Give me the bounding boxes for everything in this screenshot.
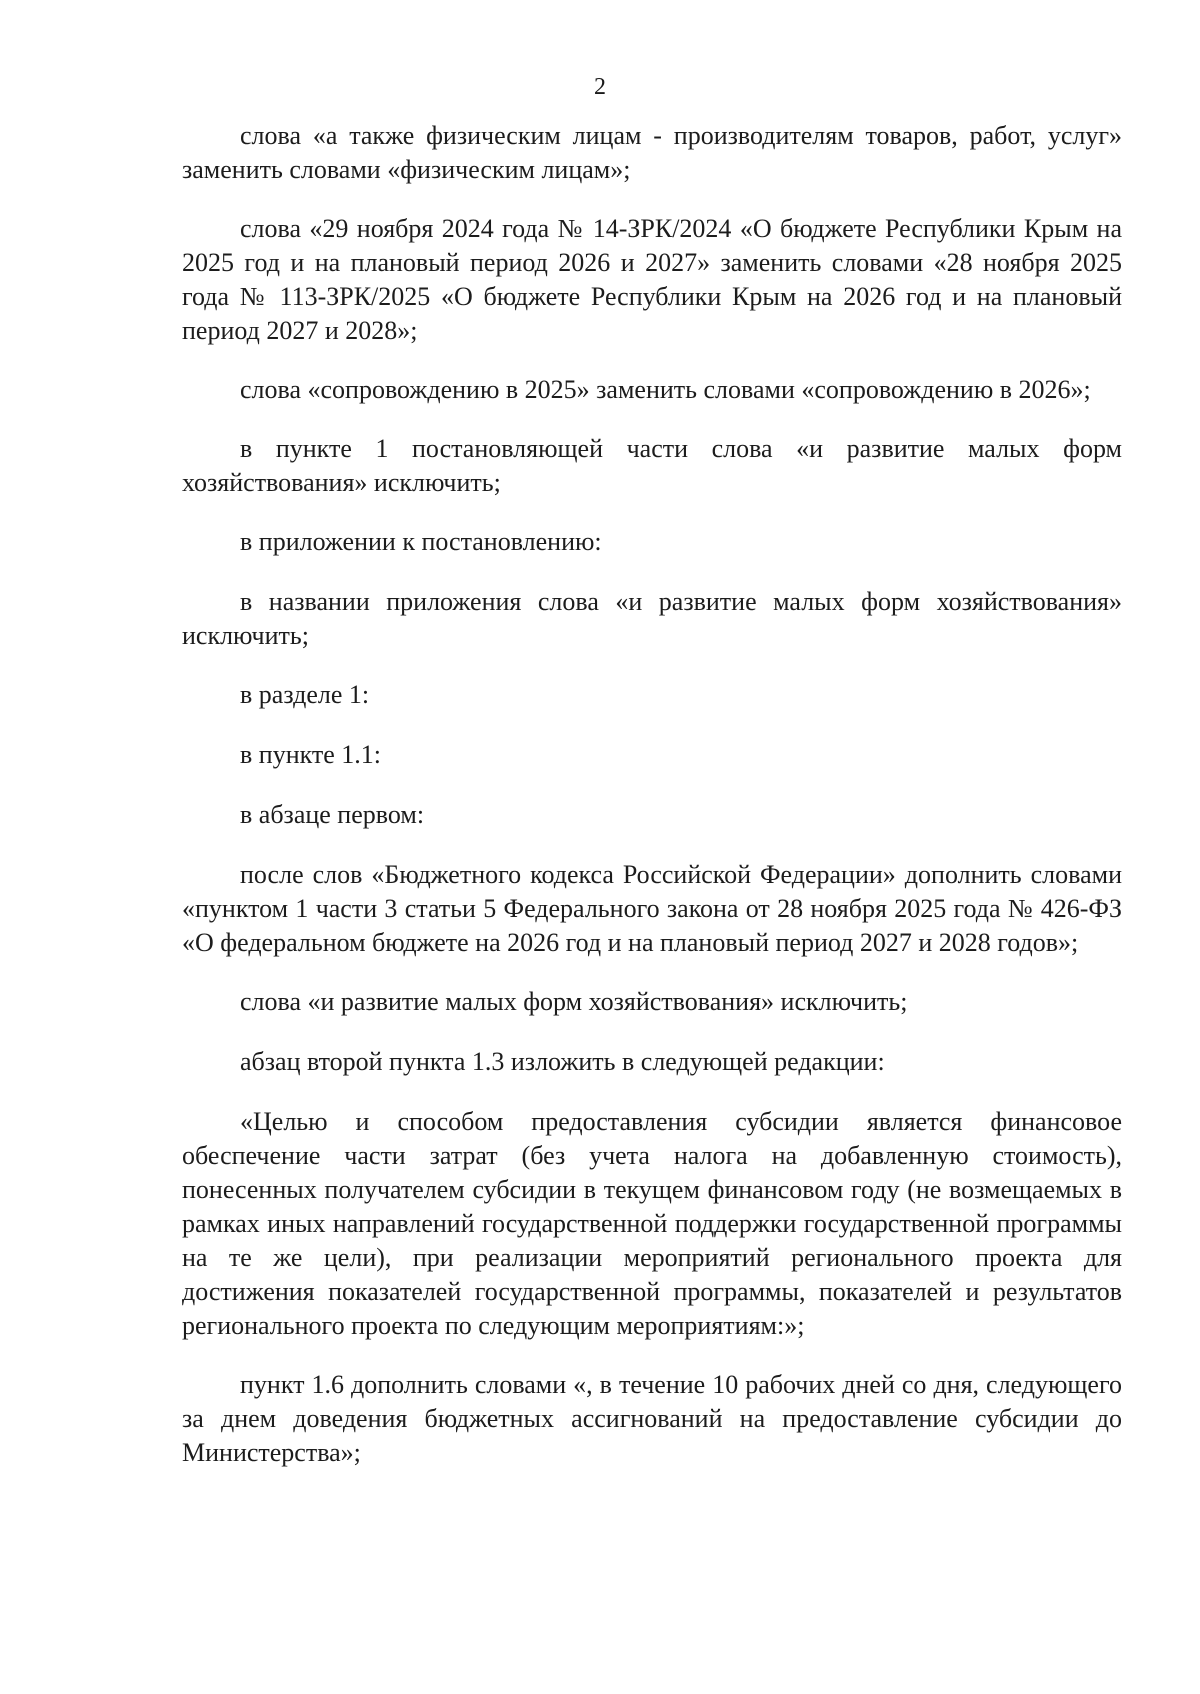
paragraph: в пункте 1.1: (240, 740, 382, 769)
paragraph: «Целью и способом предоставления субсидии является финансовое обеспечение части затрат (без учета налога на добавленную стоимость), понесенных получателем субсидии в текущем финансовом году (не возмещаемых в рамках иных направлений государственной поддержки государственной программы на те же цели), при реализации мероприятий регионального проекта для достижения показателей государственной программы, показателей и результатов регионального проекта по следующим мероприятиям:»; (182, 1107, 1122, 1340)
paragraph: после слов «Бюджетного кодекса Российской Федерации» дополнить словами «пунктом 1 части 3 статьи 5 Федерального закона от 28 ноября 2025 года № 426-ФЗ «О федеральном бюджете на 2026 год и на плановый период 2027 и 2028 годов»; (182, 860, 1122, 957)
paragraph: слова «и развитие малых форм хозяйствования» исключить; (240, 987, 908, 1016)
page-number: 2 (594, 74, 606, 100)
paragraph: в названии приложения слова «и развитие малых форм хозяйствования» исключить; (182, 587, 1122, 650)
paragraph: слова «29 ноября 2024 года № 14-ЗРК/2024 «О бюджете Республики Крым на 2025 год и на плановый период 2026 и 2027» заменить словами «28 ноября 2025 года № 113-ЗРК/2025 «О бюджете Республики Крым на 2026 год и на плановый период 2027 и 2028»; (182, 214, 1122, 345)
paragraph: слова «сопровождению в 2025» заменить словами «сопровождению в 2026»; (240, 375, 1091, 404)
paragraph: в пункте 1 постановляющей части слова «и развитие малых форм хозяйствования» исключить; (182, 434, 1122, 497)
paragraph: в абзаце первом: (240, 800, 425, 829)
paragraph: в приложении к постановлению: (240, 527, 602, 556)
paragraph: пункт 1.6 дополнить словами «, в течение 10 рабочих дней со дня, следующего за днем доведения бюджетных ассигнований на предоставление субсидии до Министерства»; (182, 1370, 1122, 1467)
paragraph: в разделе 1: (240, 680, 370, 709)
paragraph: слова «а также физическим лицам - производителям товаров, работ, услуг» заменить словами «физическим лицам»; (182, 121, 1122, 184)
document-body (182, 119, 1122, 1495)
paragraph: абзац второй пункта 1.3 изложить в следующей редакции: (240, 1047, 885, 1076)
